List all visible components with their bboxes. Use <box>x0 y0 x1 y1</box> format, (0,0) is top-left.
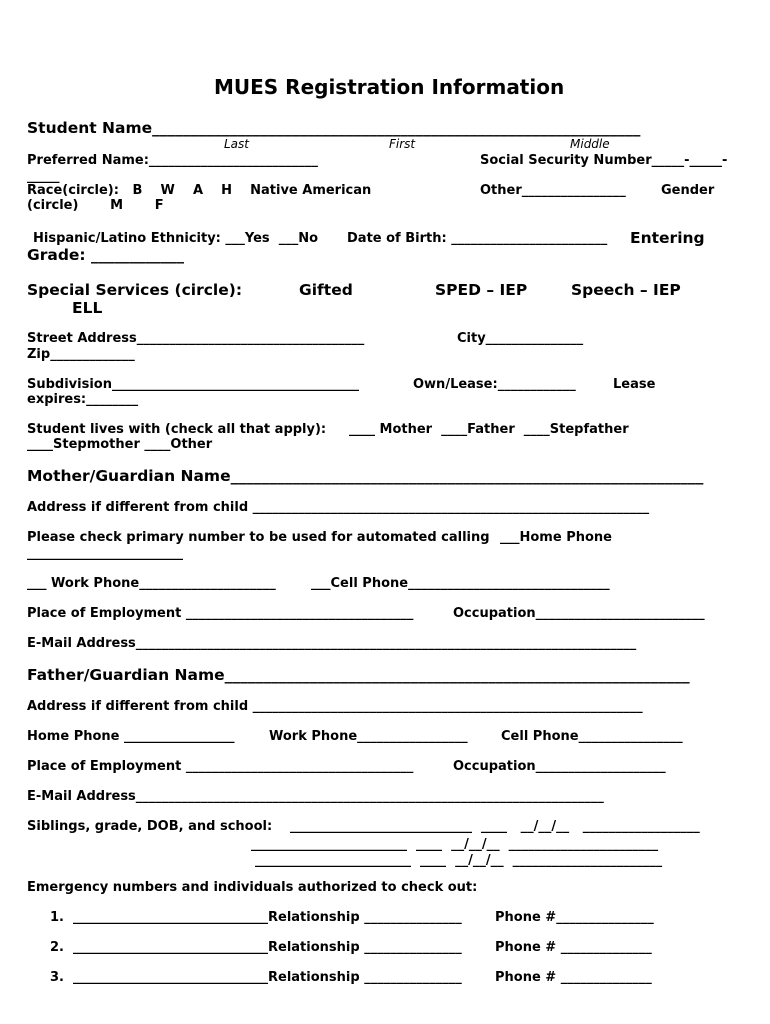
name-sublabel-middle: Middle <box>570 137 610 151</box>
emergency-heading: Emergency numbers and individuals authorized to check out: <box>27 880 478 895</box>
primary-number-label: Please check primary number to be used for automated calling <box>27 530 490 545</box>
ssn-field-continued: _____ <box>27 169 60 184</box>
mother-home-phone-field: ___Home Phone <box>500 530 612 545</box>
form-title: MUES Registration Information <box>214 75 565 99</box>
father-employment-field: Place of Employment ___________________________________ <box>27 759 414 774</box>
race-field: Race(circle): B W A H Native American <box>27 183 372 198</box>
emergency-entry-name-relationship: ______________________________Relationship _______________ <box>73 910 462 925</box>
gender-label: Gender <box>661 183 715 198</box>
special-services-sped: SPED – IEP <box>435 281 528 299</box>
race-other-field: Other________________ <box>480 183 626 198</box>
grade-field: Grade: ____________ <box>27 246 185 264</box>
mother-work-phone-field: ___ Work Phone_____________________ <box>27 576 276 591</box>
mother-employment-field: Place of Employment ___________________________________ <box>27 606 414 621</box>
lives-with-options: ____ Mother ____Father ____Stepfather <box>349 422 629 437</box>
special-services-label: Special Services (circle): <box>27 281 243 299</box>
lives-with-label: Student lives with (check all that apply): <box>27 422 327 437</box>
zip-field: Zip_____________ <box>27 347 135 362</box>
father-email-field: E-Mail Address________________________________________________________________________ <box>27 789 604 804</box>
emergency-entry-name-relationship: ______________________________Relationship _______________ <box>73 970 462 985</box>
mother-name-field: Mother/Guardian Name_____________________________________________________________ <box>27 467 704 485</box>
lives-with-options-cont: ____Stepmother ____Other <box>27 437 213 452</box>
special-services-ell: ELL <box>72 299 103 317</box>
emergency-entry-number: 3. <box>50 970 64 985</box>
siblings-row-2: ________________________ ____ __/__/__ _______________________ <box>251 837 659 852</box>
special-services-speech: Speech – IEP <box>571 281 681 299</box>
preferred-name-field: Preferred Name:__________________________ <box>27 153 318 168</box>
father-occupation-field: Occupation____________________ <box>453 759 666 774</box>
student-name-field: Student Name_______________________________________________________________ <box>27 119 641 137</box>
emergency-entry-number: 1. <box>50 910 64 925</box>
father-cell-phone-field: Cell Phone________________ <box>501 729 683 744</box>
ssn-field: Social Security Number_____-_____- <box>480 153 728 168</box>
siblings-row-3: ________________________ ____ __/__/__ _______________________ <box>255 853 663 868</box>
street-address-field: Street Address___________________________________ <box>27 331 365 346</box>
mother-cell-phone-field: ___Cell Phone_______________________________ <box>311 576 610 591</box>
emergency-entry-phone: Phone # ______________ <box>495 970 652 985</box>
mother-address-field: Address if different from child _____________________________________________________________ <box>27 500 650 515</box>
mother-home-phone-line: ________________________ <box>27 546 183 561</box>
siblings-row-1: ____________________________ ____ __/__/__ __________________ <box>290 819 700 834</box>
city-field: City_______________ <box>457 331 584 346</box>
own-lease-field: Own/Lease:____________ <box>413 377 576 392</box>
emergency-entry-name-relationship: ______________________________Relationship _______________ <box>73 940 462 955</box>
lease-expires-label: Lease <box>613 377 656 392</box>
emergency-entry-number: 2. <box>50 940 64 955</box>
emergency-entry-phone: Phone #_______________ <box>495 910 654 925</box>
mother-email-field: E-Mail Address_____________________________________________________________________________ <box>27 636 637 651</box>
name-sublabel-last: Last <box>224 137 249 151</box>
name-sublabel-first: First <box>389 137 416 151</box>
emergency-entry-phone: Phone # ______________ <box>495 940 652 955</box>
subdivision-field: Subdivision______________________________________ <box>27 377 359 392</box>
dob-field: Date of Birth: ________________________ <box>347 231 608 246</box>
father-work-phone-field: Work Phone_________________ <box>269 729 468 744</box>
father-name-field: Father/Guardian Name____________________________________________________________ <box>27 666 690 684</box>
father-address-field: Address if different from child ____________________________________________________________ <box>27 699 643 714</box>
mother-occupation-field: Occupation__________________________ <box>453 606 705 621</box>
hispanic-field: Hispanic/Latino Ethnicity: ___Yes ___No <box>33 231 319 246</box>
lease-expires-field: expires:________ <box>27 392 139 407</box>
siblings-label: Siblings, grade, DOB, and school: <box>27 819 273 834</box>
special-services-gifted: Gifted <box>299 281 353 299</box>
gender-options: (circle) M F <box>27 198 164 213</box>
entering-label: Entering <box>630 229 705 247</box>
father-home-phone-field: Home Phone _________________ <box>27 729 235 744</box>
